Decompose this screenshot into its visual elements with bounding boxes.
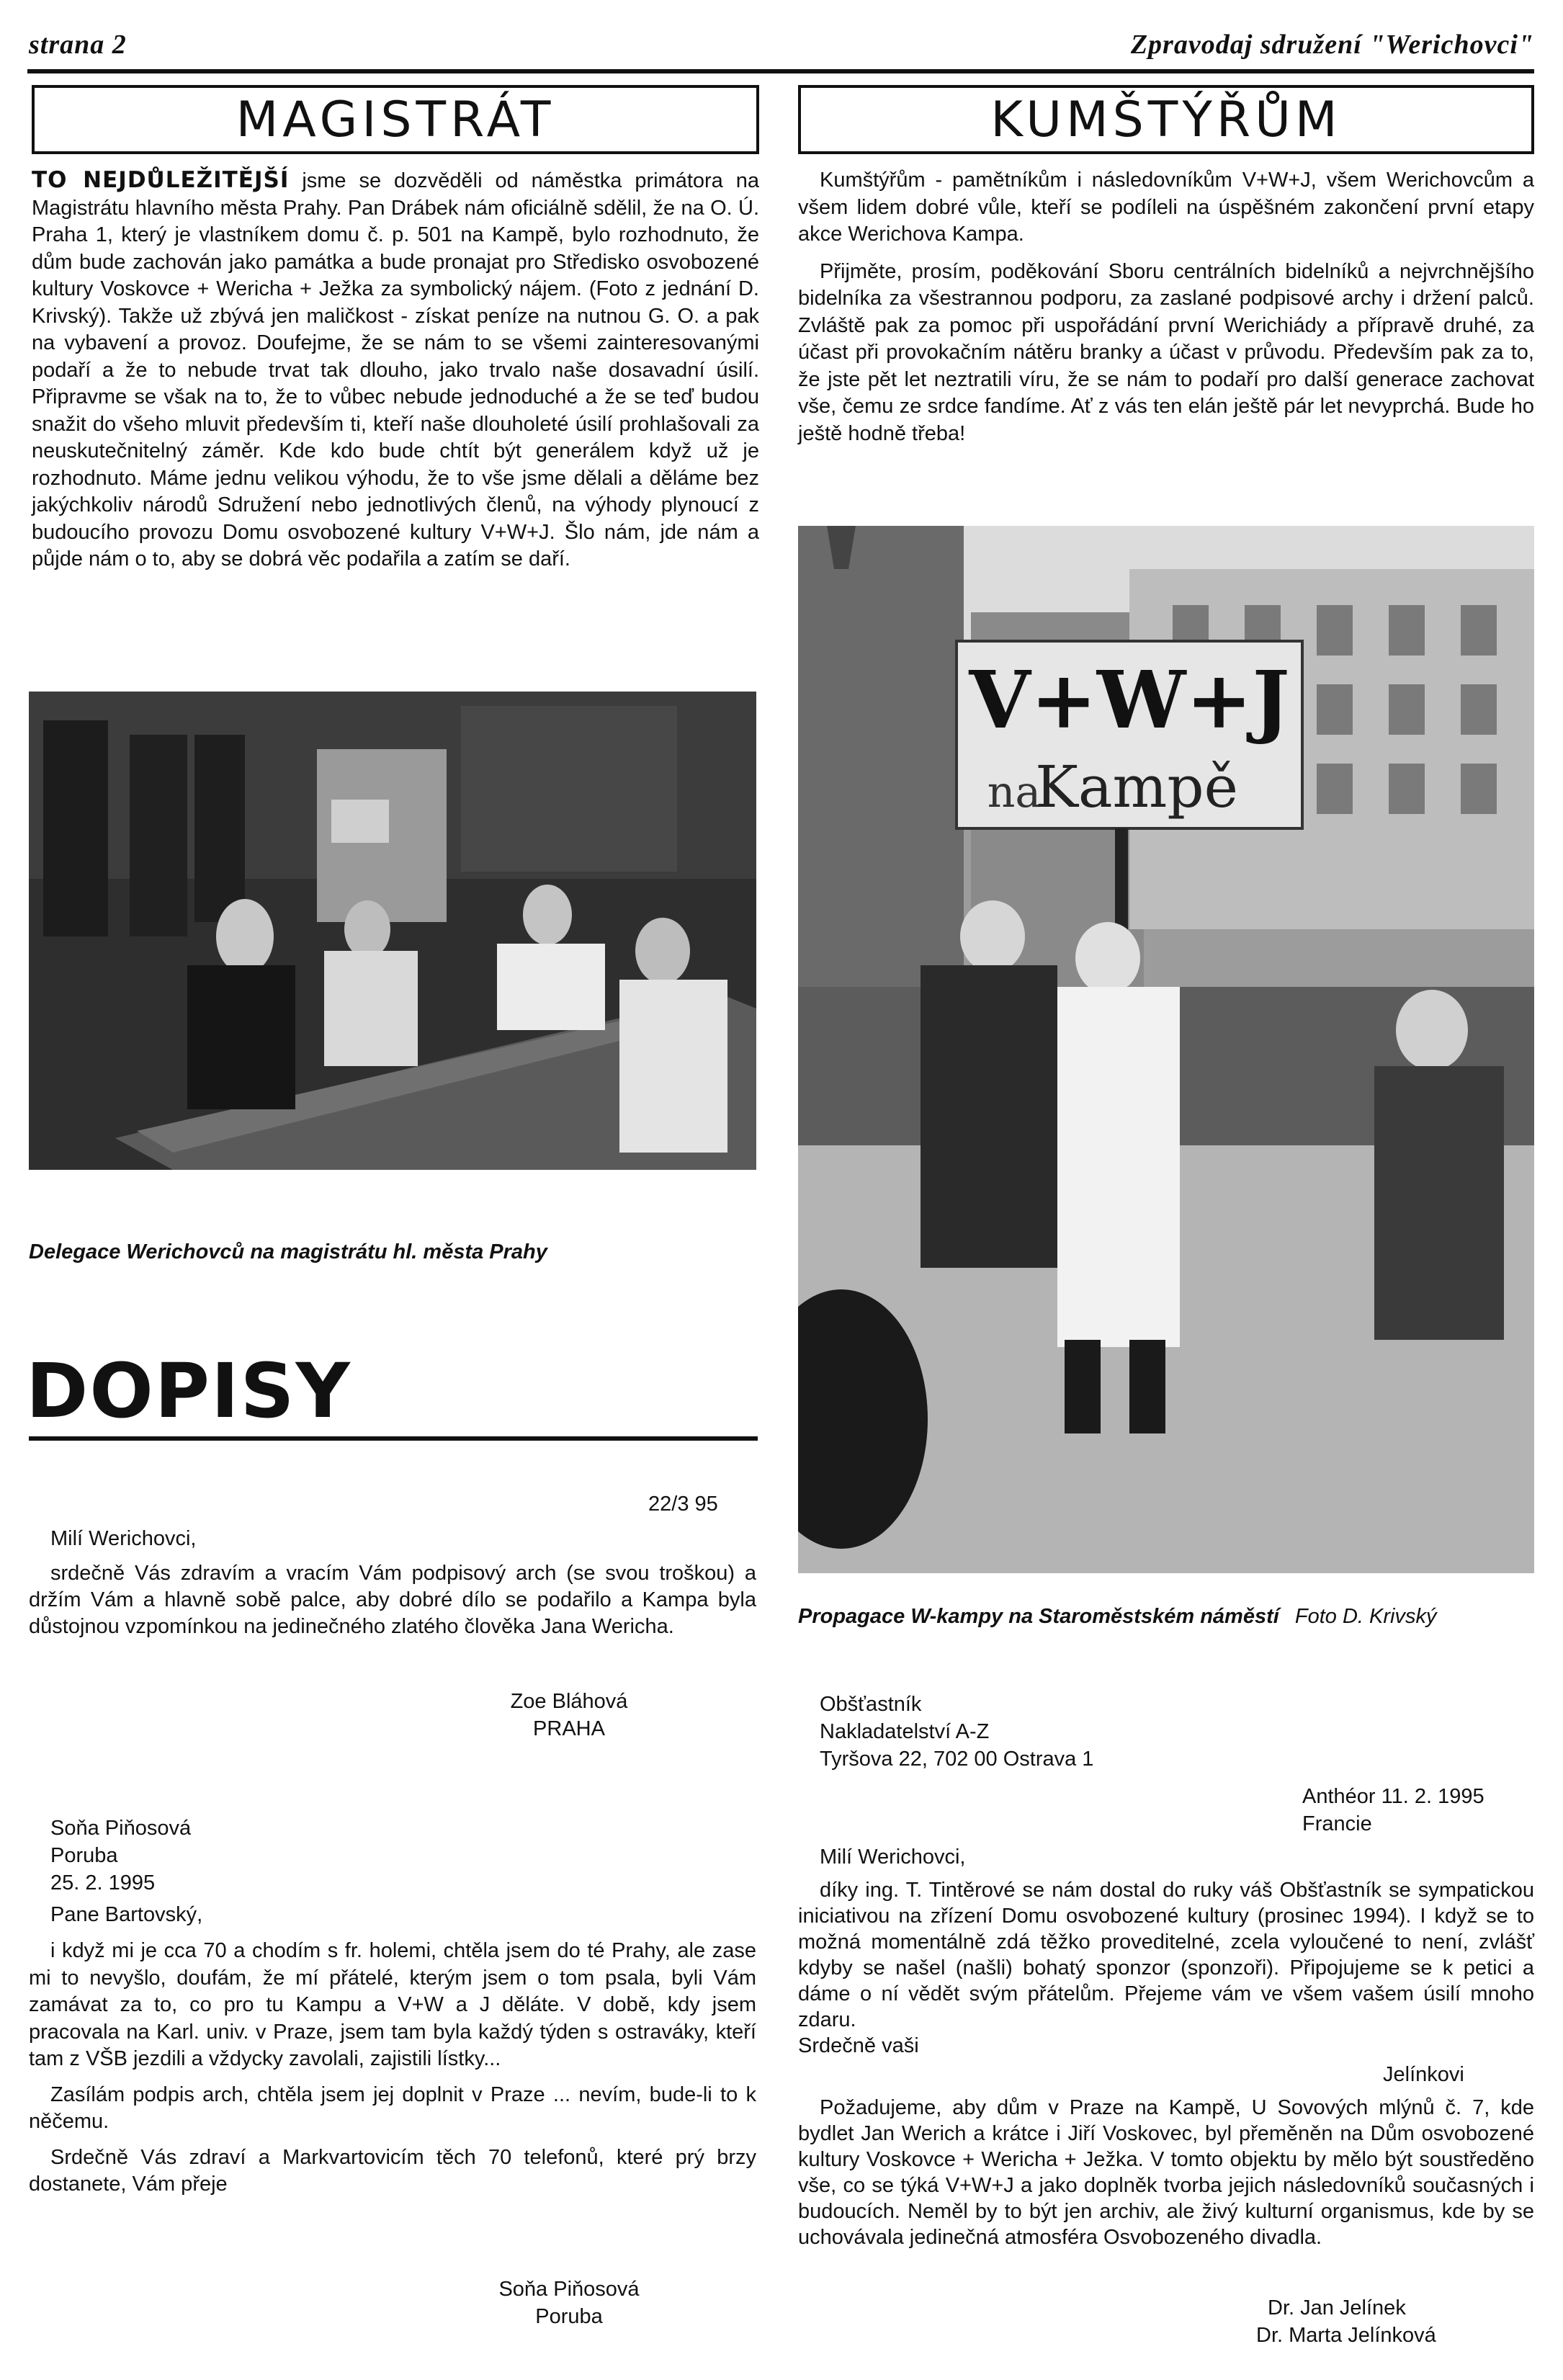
letter3-addr1: Obšťastník	[820, 1693, 922, 1716]
magistrat-article	[32, 167, 759, 573]
letter3-body	[798, 1877, 1534, 2059]
running-header-left: strana 2	[29, 30, 127, 60]
letter2-p1: i když mi je cca 70 a chodím s fr. holemi, chtěla jsem do té Prahy, ale zase mi to nevyšlo, doufám, že mí přátelé, kterým jsem o tom psala, byli Vám zamávat za to, co pro tu Kampu a V+W a J děláte. V době, kdy jsem pracovala na Karl. univ. v Praze, jsem tam byla každý týden s ostraváky, kteří tam z VŠB jezdili a vždycky zavolali, zajistili lístky...	[29, 1939, 756, 2070]
procession-caption	[798, 1605, 1534, 1629]
letter2-date: 25. 2. 1995	[50, 1871, 156, 1894]
letter2-sender-name: Soňa Piňosová	[50, 1817, 192, 1840]
kumstyrum-article	[798, 167, 1534, 447]
procession-caption-text: Propagace W-kampy na Staroměstském náměstí	[798, 1605, 1279, 1628]
letter2-p3: Srdečně Vás zdraví a Markvartovicím těch 70 telefonů, které prý brzy dostanete, Vám přeje	[29, 2145, 756, 2196]
letter1-sign-name: Zoe Bláhová	[510, 1690, 628, 1713]
letter1-body	[29, 1560, 756, 1640]
delegation-photo-image	[29, 692, 756, 1170]
letter2-sign-name: Soňa Piňosová	[498, 2278, 640, 2301]
letter3-addr3: Tyršova 22, 702 00 Ostrava 1	[820, 1748, 1094, 1771]
letter3-greeting: Milí Werichovci,	[820, 1846, 966, 1869]
dopisy-title: DOPISY	[26, 1347, 351, 1435]
kumstyrum-title: KUMŠTÝŘŮM	[990, 91, 1342, 148]
letter2-p2: Zasílám podpis arch, chtěla jsem jej doplnit v Praze ... nevím, bude-li to k něčemu.	[29, 2082, 756, 2133]
letter3-sign: Jelínkovi	[1383, 2063, 1464, 2086]
letter2-sender-place: Poruba	[50, 1844, 118, 1867]
letter3-place-date: Anthéor 11. 2. 1995	[1302, 1785, 1484, 1808]
letter2-greeting: Pane Bartovský,	[50, 1903, 203, 1926]
sign-text-line1: V+W+J	[969, 653, 1290, 746]
letter1-body-text: srdečně Vás zdravím a vracím Vám podpisový arch (se svou troškou) a držím Vám a hlavně sobě palce, aby dobré dílo se podařilo a Kampa byla důstojnou vzpomínkou na jedinečného zlatého člověka Jana Wericha.	[29, 1562, 756, 1638]
letter3-country: Francie	[1302, 1812, 1372, 1835]
header-rule	[27, 69, 1534, 73]
letter3-petition	[798, 2095, 1534, 2250]
letter2-body	[29, 1938, 756, 2198]
magistrat-text: jsme se dozvěděli od náměstka primátora na Magistrátu hlavního města Prahy. Pan Drábek nám oficiálně sdělil, že na O. Ú. Praha 1, který je vlastníkem domu č. p. 501 na Kampě, bylo rozhodnuto, že dům bude zachován jako památka a bude pronajat pro Středisko osvobozené kultury Voskovce + Wericha + Ježka za symbolický nájem. (Foto z jednání D. Krivský). Takže už zbývá jen maličkost - získat peníze na nutnou G. O. a pak na vybavení a provoz. Doufejme, že se nám to se všemi zainteresovanými podaří a že to nebude trvat tak dlouho, jako trvalo naše dosavadní úsilí. Připravme se však na to, že to vůbec nebude jednoduché a že se teď budou snažit do všeho mluvit především ti, kteří naše dlouholeté úsilí prohlašovali za neuskutečnitelný záměr. Kde kdo bude chtít být generálem když už je rozhodnuto. Máme jednu velikou výhodu, že to vše jsme dělali a děláme bez jakýchkoliv národů Sdružení nebo jednotlivých členů, na výhody plynoucí z budoucího provozu Domu osvobozené kultury V+W+J. Šlo nám, jde nám a půjde nám o to, aby se dobrá věc podařila a zatím se daří.	[32, 169, 759, 571]
letter3-closing: Srdečně vaši	[798, 2034, 919, 2057]
letter3-p2: Požadujeme, aby dům v Praze na Kampě, U Sovových mlýnů č. 7, kde bydlet Jan Werich a krátce i Jiří Voskovec, byl přeměněn na Dům osvobozené kultury Voskovce + Wericha + Ježka. V tomto objektu by mělo být soustředěno vše, co se týká V+W+J a jako doplněk tvorba jejich následovníků současných i budoucích. Neměl by to být jen archiv, ale živý kulturní organismus, kde by se uchovávala jedinečná atmosféra Osvobozeného divadla.	[798, 2096, 1534, 2249]
procession-photo	[798, 526, 1534, 1573]
letter3-sign2b: Dr. Marta Jelínková	[1256, 2324, 1436, 2347]
letter3-body-text: díky ing. T. Tintěrové se nám dostal do ruky váš Obšťastník se sympatickou iniciativou na zřízení Domu osvobozené kultury (prosinec 1994). I když se to možná momentálně zdá těžko proveditelné, zcela vyloučené to není, zvlášť kdyby se našel (našli) bohatý sponzor (sponzoři). Připojujeme se k petici a dáme o ní vědět svým přátelům. Přejeme vám ve všem vašem úsilí mnoho zdaru.	[798, 1879, 1534, 2031]
sign-text-na: na	[987, 767, 1042, 818]
magistrat-lead: TO NEJDŮLEŽITĚJŠÍ	[32, 167, 290, 193]
magistrat-heading	[32, 85, 759, 154]
kumstyrum-p1: Kumštýřům - pamětníkům i následovníkům V+W+J, všem Werichovcům a všem lidem dobré vůle, kteří se podíleli na úspěšném zakončení první etapy akce Werichova Kampa.	[798, 169, 1534, 246]
delegation-caption: Delegace Werichovců na magistrátu hl. města Prahy	[29, 1240, 547, 1263]
sign-text-kampe: Kampě	[1035, 753, 1238, 820]
letter3-sign2a: Dr. Jan Jelínek	[1268, 2296, 1406, 2319]
kumstyrum-heading	[798, 85, 1534, 154]
letter2-sign-place: Poruba	[535, 2305, 603, 2328]
dopisy-rule	[29, 1436, 758, 1441]
letter1-greeting: Milí Werichovci,	[50, 1527, 197, 1550]
letter1-sign-place: PRAHA	[533, 1717, 605, 1740]
delegation-photo	[29, 692, 756, 1170]
letter1-date: 22/3 95	[648, 1493, 718, 1516]
running-header-right: Zpravodaj sdružení "Werichovci"	[1130, 30, 1534, 60]
procession-photo-image	[798, 526, 1534, 1573]
procession-credit: Foto D. Krivský	[1294, 1605, 1437, 1628]
magistrat-title: MAGISTRÁT	[236, 91, 555, 148]
kumstyrum-p2: Přijměte, prosím, poděkování Sboru centrálních bidelníků a nejvrchnějšího bidelníka za všestrannou podporu, za zaslané podpisové archy i držení palců. Zvláště pak za pomoc při uspořádání první Werichiády a přípravě druhé, za účast při provokačním nátěru branky a účast v průvodu. Především pak za to, že jste pět let neztratili víru, že se nám to podaří pro další generace zachovat vše, čemu ze srdce fandíme. Ať z vás ten elán ještě pár let nevyprchá. Bude ho ještě hodně třeba!	[798, 259, 1534, 445]
letter3-addr2: Nakladatelství A-Z	[820, 1720, 990, 1743]
